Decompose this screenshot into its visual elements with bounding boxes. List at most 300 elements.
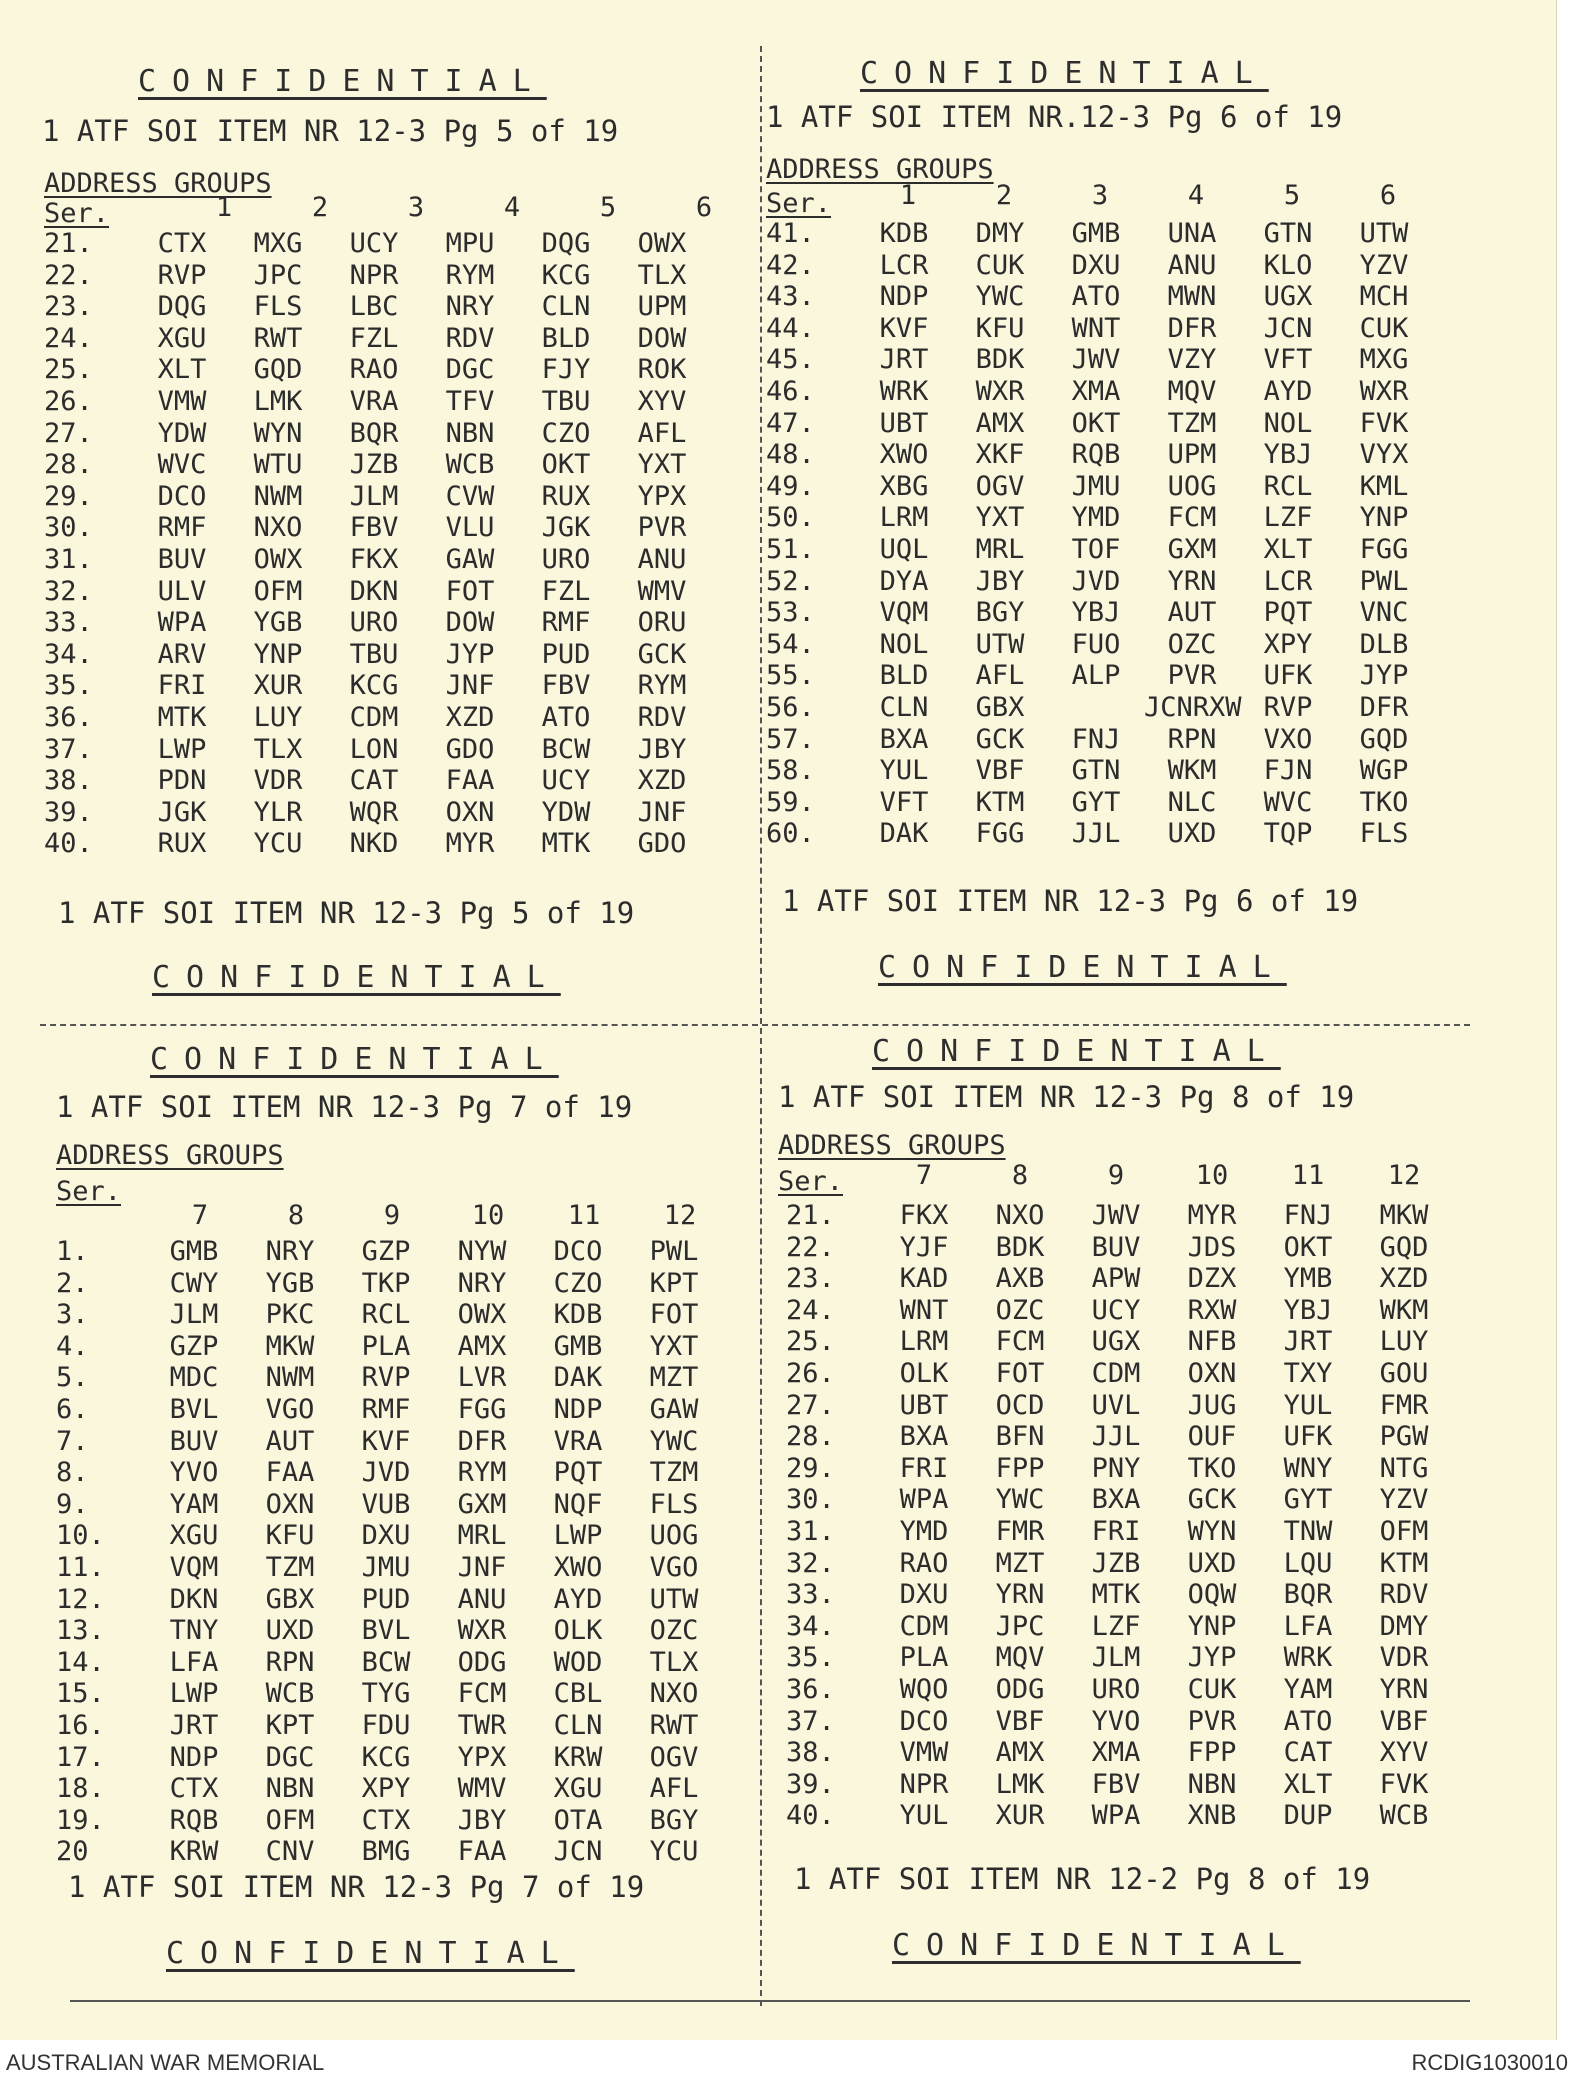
- serial-number: 6.: [56, 1393, 89, 1425]
- serial-number: 20: [56, 1836, 89, 1868]
- serial-number: 49.: [766, 470, 815, 502]
- table-row: [766, 250, 1432, 282]
- ser-label: Ser.: [766, 188, 832, 219]
- serial-number: 23.: [786, 1263, 835, 1295]
- serial-number: 12.: [56, 1583, 105, 1615]
- address-group-code: KCG: [541, 259, 591, 291]
- address-group-code: XYV: [637, 385, 687, 417]
- address-group-code: PUD: [361, 1583, 411, 1615]
- serial-number: 17.: [56, 1741, 105, 1773]
- table-row: [56, 1457, 722, 1489]
- group-cells: [876, 1706, 1452, 1738]
- address-group-code: KPT: [265, 1709, 315, 1741]
- address-group-code: OLK: [899, 1357, 949, 1389]
- address-group-code: UFK: [1263, 660, 1313, 692]
- serial-number: 21.: [44, 228, 93, 259]
- address-group-code: YMD: [1071, 502, 1121, 534]
- table-row: [44, 386, 710, 418]
- address-group-code: YUL: [1283, 1389, 1333, 1421]
- address-group-code: ALP: [1071, 660, 1121, 692]
- group-cells: [134, 418, 710, 450]
- address-group-code: NXO: [649, 1678, 699, 1710]
- group-cells: [134, 734, 710, 766]
- address-group-code: GAW: [445, 543, 495, 575]
- address-group-code: NFB: [1187, 1326, 1237, 1358]
- address-group-code: GZP: [169, 1330, 219, 1362]
- address-group-code: DCO: [899, 1705, 949, 1737]
- table-row: [56, 1362, 722, 1394]
- address-group-code: LON: [349, 733, 399, 765]
- address-group-code: BXA: [1091, 1484, 1141, 1516]
- address-group-code: OXN: [1187, 1357, 1237, 1389]
- address-group-code: YXT: [649, 1330, 699, 1362]
- address-group-code: YWC: [649, 1425, 699, 1457]
- address-group-code: BDK: [975, 344, 1025, 376]
- address-group-code: FNJ: [1283, 1200, 1333, 1231]
- group-cells: [876, 1769, 1452, 1801]
- address-group-code: RDV: [445, 322, 495, 354]
- address-group-code: FBV: [541, 670, 591, 702]
- group-cells: [134, 765, 710, 797]
- address-group-code: OZC: [1167, 628, 1217, 660]
- address-group-code: GQD: [253, 354, 303, 386]
- address-group-code: JBY: [457, 1804, 507, 1836]
- address-group-code: VXO: [1263, 723, 1313, 755]
- address-group-code: NBN: [265, 1773, 315, 1805]
- address-group-code: FKX: [899, 1200, 949, 1231]
- address-group-code: GMB: [1071, 218, 1121, 249]
- confidential-stamp-top: CONFIDENTIAL: [872, 1034, 1281, 1069]
- address-group-code: JPC: [253, 259, 303, 291]
- address-group-code: JGK: [157, 796, 207, 828]
- address-groups-label: ADDRESS GROUPS: [56, 1140, 284, 1171]
- group-cells: [146, 1742, 722, 1774]
- serial-number: 54.: [766, 628, 815, 660]
- address-group-code: TWR: [457, 1709, 507, 1741]
- address-group-code: JNF: [457, 1551, 507, 1583]
- address-group-code: DQG: [157, 291, 207, 323]
- address-group-code: YNP: [1187, 1610, 1237, 1642]
- address-group-code: VFT: [1263, 344, 1313, 376]
- address-group-code: LMK: [995, 1768, 1045, 1800]
- group-cells: [146, 1552, 722, 1584]
- address-group-code: LWP: [157, 733, 207, 765]
- serial-number: 59.: [766, 786, 815, 818]
- address-group-code: JRT: [169, 1709, 219, 1741]
- address-group-code: DGC: [445, 354, 495, 386]
- address-group-code: XWO: [553, 1551, 603, 1583]
- address-group-code: PVR: [1187, 1705, 1237, 1737]
- address-group-code: JWV: [1091, 1200, 1141, 1231]
- table-row: [786, 1232, 1452, 1264]
- footer-institution: AUSTRALIAN WAR MEMORIAL: [6, 2050, 325, 2075]
- address-group-code: RMF: [157, 512, 207, 544]
- group-cells: [134, 354, 710, 386]
- address-group-code: RYM: [445, 259, 495, 291]
- address-groups-label: ADDRESS GROUPS: [766, 154, 994, 185]
- table-row: [44, 354, 710, 386]
- page-header-top: 1 ATF SOI ITEM NR.12-3 Pg 6 of 19: [766, 100, 1343, 134]
- address-group-code: YNP: [253, 638, 303, 670]
- address-group-code: FPP: [995, 1452, 1045, 1484]
- column-headers: [152, 1200, 728, 1231]
- table-row: [786, 1326, 1452, 1358]
- address-group-code: FVK: [1359, 407, 1409, 439]
- address-group-code: DCO: [553, 1236, 603, 1267]
- group-cells: [134, 291, 710, 323]
- group-cells: [856, 502, 1432, 534]
- column-header: 3: [1091, 180, 1109, 211]
- table-row: [56, 1836, 722, 1868]
- address-group-code: FGG: [1359, 533, 1409, 565]
- address-group-code: PLA: [899, 1642, 949, 1674]
- table-row: [56, 1426, 722, 1458]
- address-group-code: TLX: [253, 733, 303, 765]
- address-group-code: JWV: [1071, 344, 1121, 376]
- address-group-code: CDM: [1091, 1357, 1141, 1389]
- address-group-code: RAO: [349, 354, 399, 386]
- address-group-code: GTN: [1263, 218, 1313, 249]
- address-group-code: LVR: [457, 1362, 507, 1394]
- address-group-code: FBV: [1091, 1768, 1141, 1800]
- address-group-code: BLD: [541, 322, 591, 354]
- address-group-code: RCL: [361, 1299, 411, 1331]
- address-group-code: VZY: [1167, 344, 1217, 376]
- address-group-code: KFU: [975, 312, 1025, 344]
- address-group-code: RVP: [157, 259, 207, 291]
- address-group-code: OKT: [1283, 1231, 1333, 1263]
- address-group-code: RCL: [1263, 470, 1313, 502]
- group-cells: [856, 755, 1432, 787]
- table-row: [44, 512, 710, 544]
- serial-number: 43.: [766, 281, 815, 313]
- serial-number: 25.: [786, 1326, 835, 1358]
- address-group-code: FCM: [1167, 502, 1217, 534]
- address-group-code: KTM: [975, 786, 1025, 818]
- serial-number: 28.: [44, 449, 93, 481]
- table-row: [766, 534, 1432, 566]
- address-group-code: JNF: [637, 796, 687, 828]
- group-cells: [134, 512, 710, 544]
- serial-number: 25.: [44, 354, 93, 386]
- table-row: [44, 418, 710, 450]
- serial-number: 28.: [786, 1421, 835, 1453]
- serial-number: 8.: [56, 1457, 89, 1489]
- address-group-code: UGX: [1263, 281, 1313, 313]
- address-group-code: FOT: [445, 575, 495, 607]
- address-group-code: LWP: [553, 1520, 603, 1552]
- serial-number: 47.: [766, 407, 815, 439]
- address-group-code: JUG: [1187, 1389, 1237, 1421]
- address-group-code: MTK: [541, 828, 591, 860]
- address-group-code: OGV: [649, 1741, 699, 1773]
- address-group-code: BUV: [157, 543, 207, 575]
- address-group-code: NOL: [879, 628, 929, 660]
- address-group-code: XGU: [169, 1520, 219, 1552]
- address-group-code: YJF: [899, 1231, 949, 1263]
- serial-number: 24.: [44, 322, 93, 354]
- column-header: 10: [1195, 1160, 1229, 1191]
- address-group-code: UXD: [1187, 1547, 1237, 1579]
- address-group-code: WYN: [253, 417, 303, 449]
- serial-number: 60.: [766, 818, 815, 850]
- group-cells: [134, 828, 710, 860]
- serial-number: 3.: [56, 1299, 89, 1331]
- group-cells: [876, 1737, 1452, 1769]
- table-row: [786, 1516, 1452, 1548]
- address-group-code: URO: [1091, 1673, 1141, 1705]
- address-group-code: TOF: [1071, 533, 1121, 565]
- address-group-code: YNP: [1359, 502, 1409, 534]
- confidential-stamp-bottom: CONFIDENTIAL: [892, 1928, 1301, 1963]
- address-group-code: BXA: [899, 1421, 949, 1453]
- page-header-bottom: 1 ATF SOI ITEM NR 12-3 Pg 5 of 19: [58, 896, 635, 930]
- table-row: [786, 1800, 1452, 1832]
- address-group-code: LCR: [879, 249, 929, 281]
- table-row: [786, 1706, 1452, 1738]
- serial-number: 27.: [44, 417, 93, 449]
- address-group-code: JLM: [1091, 1642, 1141, 1674]
- address-group-code: FBV: [349, 512, 399, 544]
- table-row: [44, 228, 710, 260]
- address-group-code: UBT: [899, 1389, 949, 1421]
- address-group-code: ROK: [637, 354, 687, 386]
- address-group-code: BCW: [541, 733, 591, 765]
- address-group-code: UFK: [1283, 1421, 1333, 1453]
- address-group-code: RPN: [265, 1646, 315, 1678]
- address-group-code: CLN: [553, 1709, 603, 1741]
- address-group-code: YMD: [899, 1515, 949, 1547]
- table-row: [786, 1484, 1452, 1516]
- address-group-code: WXR: [457, 1615, 507, 1647]
- table-row: [766, 408, 1432, 440]
- address-group-code: VBF: [1379, 1705, 1429, 1737]
- address-group-code: TFV: [445, 385, 495, 417]
- table-row: [56, 1773, 722, 1805]
- address-group-code: CLN: [541, 291, 591, 323]
- address-group-code: OWX: [457, 1299, 507, 1331]
- address-group-code: WOD: [553, 1646, 603, 1678]
- address-group-code: MTK: [1091, 1579, 1141, 1611]
- address-group-code: OCD: [995, 1389, 1045, 1421]
- address-group-code: PLA: [361, 1330, 411, 1362]
- group-cells: [876, 1200, 1452, 1232]
- group-cells: [876, 1295, 1452, 1327]
- group-cells: [146, 1520, 722, 1552]
- address-group-code: UCY: [541, 765, 591, 797]
- address-group-code: OWX: [253, 543, 303, 575]
- group-cells: [134, 228, 710, 260]
- column-header: 4: [1187, 180, 1205, 211]
- address-group-code: OFM: [253, 575, 303, 607]
- address-group-code: UPM: [1167, 439, 1217, 471]
- address-group-code: AYD: [553, 1583, 603, 1615]
- address-group-code: NDP: [169, 1741, 219, 1773]
- address-group-code: OGV: [975, 470, 1025, 502]
- address-group-code: JMU: [361, 1551, 411, 1583]
- group-cells: [876, 1326, 1452, 1358]
- address-group-code: CAT: [1283, 1737, 1333, 1769]
- address-group-code: LCR: [1263, 565, 1313, 597]
- address-group-code: AMX: [995, 1737, 1045, 1769]
- page-header-top: 1 ATF SOI ITEM NR 12-3 Pg 5 of 19: [42, 114, 619, 148]
- address-group-code: OQW: [1187, 1579, 1237, 1611]
- address-group-code: DZX: [1187, 1263, 1237, 1295]
- serial-number: 23.: [44, 291, 93, 323]
- address-group-code: GBX: [265, 1583, 315, 1615]
- address-group-code: TXY: [1283, 1357, 1333, 1389]
- address-group-code: WKM: [1379, 1294, 1429, 1326]
- address-group-code: XLT: [1283, 1768, 1333, 1800]
- group-cells: [134, 702, 710, 734]
- table-row: [56, 1710, 722, 1742]
- column-headers: [876, 1160, 1452, 1191]
- address-group-code: GBX: [975, 691, 1025, 723]
- serial-number: 36.: [44, 701, 93, 733]
- address-group-code: NDP: [553, 1393, 603, 1425]
- table-row: [56, 1647, 722, 1679]
- address-group-code: UVL: [1091, 1389, 1141, 1421]
- table-row: [44, 797, 710, 829]
- address-group-code: KML: [1359, 470, 1409, 502]
- address-group-code: YBJ: [1263, 439, 1313, 471]
- table-row: [766, 218, 1432, 250]
- address-group-code: WPA: [1091, 1800, 1141, 1832]
- address-group-code: CAT: [349, 765, 399, 797]
- table-row: [766, 376, 1432, 408]
- address-group-code: WMV: [637, 575, 687, 607]
- serial-number: 7.: [56, 1425, 89, 1457]
- column-header: 10: [471, 1200, 505, 1231]
- address-group-code: WYN: [1187, 1515, 1237, 1547]
- address-group-code: FZL: [349, 322, 399, 354]
- serial-number: 10.: [56, 1520, 105, 1552]
- address-group-code: VLU: [445, 512, 495, 544]
- address-group-code: MKW: [1379, 1200, 1429, 1231]
- page-header-bottom: 1 ATF SOI ITEM NR 12-3 Pg 7 of 19: [68, 1870, 645, 1904]
- table-row: [44, 828, 710, 860]
- address-group-code: WRK: [879, 375, 929, 407]
- table-row: [44, 576, 710, 608]
- address-group-code: VDR: [253, 765, 303, 797]
- address-group-code: NTG: [1379, 1452, 1429, 1484]
- footer-record-id: RCDIG1030010: [1411, 2050, 1568, 2075]
- table-row: [56, 1236, 722, 1268]
- address-group-code: DKN: [349, 575, 399, 607]
- table-row: [44, 670, 710, 702]
- confidential-stamp-bottom: CONFIDENTIAL: [152, 960, 561, 995]
- address-group-code: TZM: [1167, 407, 1217, 439]
- group-cells: [134, 260, 710, 292]
- column-header: 9: [383, 1200, 401, 1231]
- serial-number: 33.: [786, 1579, 835, 1611]
- address-group-code: MXG: [1359, 344, 1409, 376]
- address-group-code: BCW: [361, 1646, 411, 1678]
- group-cells: [134, 449, 710, 481]
- address-group-code: DFR: [1359, 691, 1409, 723]
- address-group-code: NRY: [457, 1267, 507, 1299]
- address-group-code: RQB: [169, 1804, 219, 1836]
- address-group-code: MKW: [265, 1330, 315, 1362]
- serial-number: 21.: [786, 1200, 835, 1231]
- table-row: [766, 787, 1432, 819]
- column-header: 1: [215, 192, 233, 223]
- serial-number: 34.: [786, 1610, 835, 1642]
- address-group-code: BLD: [879, 660, 929, 692]
- address-group-code: VRA: [553, 1425, 603, 1457]
- address-group-code: YUL: [879, 755, 929, 787]
- serial-number: 39.: [44, 796, 93, 828]
- address-group-code: BGY: [649, 1804, 699, 1836]
- address-group-code: GCK: [975, 723, 1025, 755]
- address-group-code: TKP: [361, 1267, 411, 1299]
- table-row: [766, 313, 1432, 345]
- address-group-code: RVP: [1263, 691, 1313, 723]
- address-group-code: FGG: [457, 1393, 507, 1425]
- ser-label: Ser.: [56, 1176, 122, 1207]
- address-group-code: WMV: [457, 1773, 507, 1805]
- page-header-bottom: 1 ATF SOI ITEM NR 12-3 Pg 6 of 19: [782, 884, 1359, 918]
- address-group-code: MYR: [445, 828, 495, 860]
- address-group-code: AXB: [995, 1263, 1045, 1295]
- table-row: [56, 1742, 722, 1774]
- serial-number: 46.: [766, 375, 815, 407]
- confidential-stamp-top: CONFIDENTIAL: [150, 1042, 559, 1077]
- group-cells: [856, 534, 1432, 566]
- address-group-code: OWX: [637, 228, 687, 259]
- address-group-code: GCK: [637, 638, 687, 670]
- address-group-code: YXT: [637, 449, 687, 481]
- address-group-code: UXD: [1167, 818, 1217, 850]
- address-group-code: TLX: [649, 1646, 699, 1678]
- address-group-code: LZF: [1263, 502, 1313, 534]
- address-group-code: YXT: [975, 502, 1025, 534]
- column-header: 12: [1387, 1160, 1421, 1191]
- address-group-code: CBL: [553, 1678, 603, 1710]
- address-group-code: DQG: [541, 228, 591, 259]
- address-group-code: KFU: [265, 1520, 315, 1552]
- address-group-code: RWT: [649, 1709, 699, 1741]
- table-row: [56, 1489, 722, 1521]
- group-cells: [856, 250, 1432, 282]
- address-group-code: ATO: [1071, 281, 1121, 313]
- address-group-code: TYG: [361, 1678, 411, 1710]
- address-group-code: JCN: [553, 1836, 603, 1868]
- address-group-code: LFA: [1283, 1610, 1333, 1642]
- serial-number: 56.: [766, 691, 815, 723]
- address-group-code: YMB: [1283, 1263, 1333, 1295]
- address-group-code: CZO: [541, 417, 591, 449]
- group-cells: [146, 1236, 722, 1268]
- group-cells: [146, 1647, 722, 1679]
- address-group-code: NRY: [265, 1236, 315, 1267]
- table-row: [766, 818, 1432, 850]
- address-group-code: LUY: [1379, 1326, 1429, 1358]
- column-header: 2: [311, 192, 329, 223]
- group-cells: [146, 1836, 722, 1868]
- address-group-code: YGB: [253, 607, 303, 639]
- address-group-code: GXM: [457, 1488, 507, 1520]
- serial-number: 32.: [786, 1547, 835, 1579]
- address-group-code: JDS: [1187, 1231, 1237, 1263]
- address-group-code: UCY: [349, 228, 399, 259]
- address-group-code: WXR: [975, 375, 1025, 407]
- group-cells: [134, 607, 710, 639]
- serial-number: 19.: [56, 1804, 105, 1836]
- table-row: [766, 439, 1432, 471]
- address-group-code: KRW: [553, 1741, 603, 1773]
- address-group-code: CLN: [879, 691, 929, 723]
